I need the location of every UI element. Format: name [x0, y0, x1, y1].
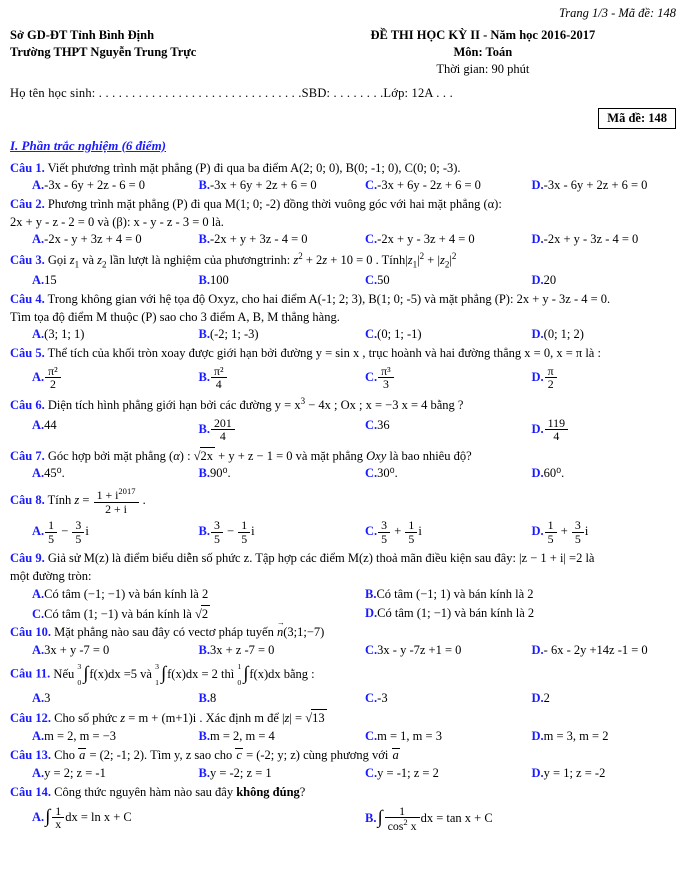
question-6-label: Câu 6. [10, 397, 45, 412]
option-a-key: A. [32, 765, 45, 780]
option-d-value: Có tâm (1; −1) và bán kính là 2 [377, 605, 535, 620]
option-d-value: (0; 1; 2) [543, 327, 584, 342]
option-d[interactable] [532, 326, 686, 343]
option-b-value: -3x + 6y + 2z + 6 = 0 [209, 178, 317, 193]
exam-title: ĐỀ THI HỌC KỲ II - Năm học 2016-2017 [370, 28, 596, 42]
option-a-key: A. [32, 369, 45, 384]
option-b[interactable] [199, 326, 366, 343]
option-a-key: A. [32, 232, 45, 247]
option-c-value: -2x + y - 3z + 4 = 0 [377, 232, 475, 247]
option-b[interactable] [199, 642, 366, 659]
option-c-key: C. [365, 524, 378, 539]
option-b-value: -2x + y + 3z - 4 = 0 [209, 232, 308, 247]
option-a[interactable] [32, 465, 199, 482]
option-b-key: B. [198, 421, 210, 436]
option-c-key: C. [365, 327, 378, 342]
option-c-value: m = 1, m = 3 [377, 729, 442, 744]
question-3-options [10, 272, 686, 289]
option-a-value: 45⁰. [44, 466, 65, 481]
question-13-options [10, 765, 686, 782]
option-a[interactable]: A.∫ $\frac{1}{x}$ dx = ln x + C [32, 803, 132, 832]
option-a-value: (3; 1; 1) [44, 327, 85, 342]
question-2-text-cont: 2x + y - z - 2 = 0 và (β): x - y - z - 3 = 0 là. [10, 214, 224, 229]
option-d-value: 20 [543, 273, 557, 288]
question-14 [10, 784, 676, 801]
option-c-key: C. [365, 178, 378, 193]
option-c-value: 30⁰. [377, 466, 398, 481]
question-12 [10, 709, 676, 727]
option-d[interactable] [532, 417, 686, 443]
option-c[interactable] [365, 417, 532, 443]
option-c-value: y = -1; z = 2 [377, 765, 439, 780]
question-6-options [10, 417, 686, 443]
question-4 [10, 291, 676, 308]
option-a-value: -3x - 6y + 2z - 6 = 0 [44, 178, 146, 193]
option-a[interactable] [32, 417, 199, 443]
option-d-key: D. [531, 729, 544, 744]
option-c-value: (0; 1; -1) [377, 327, 422, 342]
question-4-text-cont: Tìm tọa độ điểm M thuộc (P) sao cho 3 điểm A, B, M thẳng hàng. [10, 309, 340, 324]
option-a-value: -2x - y + 3z + 4 = 0 [44, 232, 142, 247]
question-8-options [10, 519, 686, 545]
option-c-value: -3x + 6y - 2z + 6 = 0 [377, 178, 481, 193]
question-3 [10, 250, 676, 271]
option-c[interactable] [365, 177, 532, 194]
option-a[interactable] [32, 365, 199, 391]
option-c[interactable] [365, 728, 532, 745]
option-c-value: 50 [377, 273, 390, 288]
question-12-text: Cho số phức z = m + (m+1)i . Xác định m để |z| = √13 [54, 711, 325, 726]
question-1-label: Câu 1. [10, 160, 45, 175]
option-d-value: -3x - 6y + 2z + 6 = 0 [543, 178, 648, 193]
option-b[interactable] [199, 231, 366, 248]
question-12-options [10, 728, 686, 745]
option-a[interactable] [32, 326, 199, 343]
question-4-label: Câu 4. [10, 291, 45, 306]
option-c-key: C. [365, 765, 378, 780]
option-d[interactable] [532, 231, 686, 248]
option-d-fraction: $\frac{\pi}{2}$ [545, 365, 557, 391]
option-a-value: 3x + y -7 = 0 [44, 643, 110, 658]
question-2-text: Phương trình mặt phẳng (P) đi qua M(1; 0; -2) đồng thời vuông góc với hai mặt phẳng (α): [47, 197, 502, 212]
option-b[interactable] [199, 365, 366, 391]
option-b-key: B. [198, 466, 210, 481]
exam-subject: Môn: Toán [453, 44, 513, 59]
option-d-key: D. [531, 643, 544, 658]
option-c-key: C. [365, 369, 378, 384]
option-a-key: A. [32, 417, 45, 432]
exam-code-wrap [10, 108, 676, 129]
question-5-options [10, 365, 686, 391]
option-a-key: A. [32, 178, 45, 193]
option-d-key: D. [531, 178, 544, 193]
question-9 [10, 550, 676, 567]
option-d-value: -2x + y - 3z - 4 = 0 [543, 232, 639, 247]
question-3-text: Gọi $z_1$ và $z_2$ lần lượt là nghiệm của phươngtrinh: $z^2 + 2z + 10 = 0$ . $Tính|z_1|^2 + |z_2|^2$ [47, 251, 457, 270]
option-a-key: A. [32, 586, 45, 601]
question-5-label: Câu 5. [10, 346, 45, 361]
option-d-key: D. [531, 765, 544, 780]
option-d-value: - 6x - 2y +14z -1 = 0 [543, 643, 648, 658]
question-1-text: Viết phương trình mặt phẳng (P) đi qua ba điểm A(2; 0; 0), B(0; -1; 0), C(0; 0; -3). [47, 160, 461, 175]
option-a-key: A. [32, 729, 45, 744]
option-c-key: C. [365, 232, 378, 247]
department-line: Sở GD-ĐT Tỉnh Bình Định [10, 28, 155, 42]
option-a-value: 15 [44, 273, 57, 288]
question-4-options [10, 326, 686, 343]
question-8-text: Tính z = $\frac{1 + i^{2017}}{2 + i}$ . [47, 486, 146, 516]
question-2-label: Câu 2. [10, 197, 45, 212]
question-6-text: Diện tích hình phẳng giới hạn bởi các đường $y = x^3 - 4x$ ; Ox ; x = −3 x = 4 bằng ? [47, 395, 464, 412]
option-d[interactable] [532, 642, 686, 659]
option-a-value: y = 2; z = -1 [44, 765, 106, 780]
question-13 [10, 747, 676, 764]
option-a-fraction: $\frac{\text{π²}}{2}$ [45, 365, 61, 391]
option-a-value: 3 [44, 691, 51, 706]
option-a-value: Có tâm (−1; −1) và bán kính là 2 [44, 586, 209, 601]
option-b-value: 90⁰. [209, 466, 231, 481]
option-d-value: 2 [543, 691, 550, 706]
question-14-options [10, 805, 686, 833]
option-d-key: D. [531, 524, 544, 539]
question-8-label: Câu 8. [10, 493, 45, 508]
option-b-key: B. [198, 178, 210, 193]
option-c-key: C. [365, 466, 378, 481]
option-d[interactable] [365, 605, 686, 623]
option-d[interactable] [532, 177, 686, 194]
option-b-key: B. [198, 729, 210, 744]
exam-code-box: Mã đề: 148 [598, 108, 676, 129]
option-c-value: -3 [377, 691, 388, 706]
option-d-key: D. [365, 605, 378, 620]
option-d[interactable] [532, 272, 686, 289]
option-b-value: 100 [209, 273, 229, 288]
option-d-value: 60⁰. [543, 466, 565, 481]
option-b-value: (-2; 1; -3) [209, 327, 259, 342]
option-a[interactable] [32, 765, 199, 782]
option-b[interactable]: B. $\frac{3}{5}$ − $\frac{1}{5}$ i [198, 518, 255, 546]
question-6 [10, 395, 676, 414]
question-9-text-cont: một đường tròn: [10, 569, 92, 584]
question-2 [10, 196, 676, 213]
option-a-key: A. [32, 643, 45, 658]
option-a-value: m = 2, m = −3 [44, 729, 117, 744]
option-d-value: m = 3, m = 2 [543, 729, 609, 744]
question-9-options-row2 [10, 605, 686, 623]
question-11 [10, 663, 676, 686]
option-a-value: 44 [44, 417, 57, 432]
option-b-value: 8 [209, 691, 217, 706]
option-b-key: B. [198, 643, 210, 658]
option-b[interactable] [199, 765, 366, 782]
student-info-line: Họ tên học sinh: . . . . . . . . . . . . . . . . . . . . . . . . . . . . . . .SBD: . . . . . . . .Lớp: 12A . . . [10, 85, 453, 100]
option-b[interactable] [199, 272, 366, 289]
option-b-key: B. [198, 369, 210, 384]
question-7-text: Góc hợp bởi mặt phẳng (α) : √2x + y + z − 1 = 0 và mặt phẳng Oxy là bao nhiêu độ? [47, 448, 472, 463]
option-b-key: B. [198, 691, 210, 706]
option-b-value: 3x + z -7 = 0 [209, 643, 275, 658]
option-a[interactable] [32, 177, 199, 194]
option-c[interactable] [365, 642, 532, 659]
option-b-key: B. [198, 327, 210, 342]
option-c[interactable] [365, 231, 532, 248]
option-b[interactable] [199, 177, 366, 194]
option-d[interactable] [532, 465, 686, 482]
option-b-value: y = -2; z = 1 [209, 765, 272, 780]
question-1 [10, 160, 676, 177]
question-7-options [10, 465, 686, 482]
option-c-key: C. [365, 273, 378, 288]
option-c-key: C. [32, 606, 45, 621]
option-d-key: D. [531, 466, 544, 481]
option-a-key: A. [32, 809, 45, 824]
option-d-key: D. [531, 273, 544, 288]
question-11-label: Câu 11. [10, 666, 51, 681]
option-c[interactable] [365, 272, 532, 289]
option-d-fraction: $\frac{119}{4}$ [545, 417, 568, 443]
option-c[interactable] [365, 690, 532, 707]
option-a-key: A. [32, 273, 45, 288]
option-b-key: B. [198, 524, 210, 539]
option-c-value: 3x - y -7z +1 = 0 [377, 643, 462, 658]
option-a[interactable] [32, 690, 199, 707]
option-d-key: D. [531, 327, 544, 342]
question-14-text: Công thức nguyên hàm nào sau đây không đúng? [54, 784, 306, 799]
option-a[interactable] [32, 272, 199, 289]
option-b-key: B. [198, 232, 210, 247]
option-c[interactable]: C. $\frac{3}{5}$ + $\frac{1}{5}$ i [365, 518, 422, 546]
question-5-text: Thể tích của khối tròn xoay được giới hạn bởi đường y = sin x , trục hoành và hai đường thẳng x = 0, x = π là : [47, 346, 601, 361]
question-2-options [10, 231, 686, 248]
question-10 [10, 624, 676, 641]
option-b-key: B. [198, 765, 210, 780]
option-a[interactable] [32, 231, 199, 248]
option-c-key: C. [365, 691, 378, 706]
option-c[interactable] [365, 326, 532, 343]
question-3-label: Câu 3. [10, 253, 45, 268]
option-d[interactable] [532, 690, 686, 707]
option-c-fraction: $\frac{\text{π³}}{3}$ [378, 365, 394, 391]
option-b-fraction: $\frac{\text{π²}}{4}$ [211, 365, 227, 391]
page-header: Trang 1/3 - Mã đề: 148 [558, 6, 676, 20]
school-line: Trường THPT Nguyễn Trung Trực [10, 44, 197, 59]
question-14-label: Câu 14. [10, 784, 51, 799]
option-b[interactable] [199, 465, 366, 482]
option-a-key: A. [32, 327, 45, 342]
question-11-text: Nếu 3 0 ∫f(x)dx =5 và 3 1 ∫f(x)dx = 2 thì 1 0 ∫f(x)dx bằng : [53, 662, 315, 687]
option-d-value: y = 1; z = -2 [543, 765, 606, 780]
option-c[interactable]: C.Có tâm (1; −1) và bán kính là √2 [32, 606, 209, 621]
option-d[interactable] [532, 728, 686, 745]
option-b-value: Có tâm (−1; 1) và bán kính là 2 [376, 586, 534, 601]
question-7-label: Câu 7. [10, 448, 45, 463]
option-b[interactable] [365, 586, 686, 603]
option-b-value: m = 2, m = 4 [209, 729, 275, 744]
option-d-key: D. [531, 421, 544, 436]
option-c-key: C. [365, 729, 378, 744]
option-b[interactable]: B.∫ $\frac{1}{\cos^2 x}$ dx = tan x + C [365, 803, 493, 834]
question-11-options [10, 690, 686, 707]
document-header [10, 27, 676, 78]
option-a[interactable] [32, 586, 365, 603]
option-b-key: B. [365, 586, 377, 601]
option-c-key: C. [365, 417, 378, 432]
option-b-key: B. [365, 810, 377, 825]
option-a-key: A. [32, 691, 45, 706]
option-a-key: A. [32, 466, 45, 481]
option-b[interactable] [199, 690, 366, 707]
option-a[interactable]: A. $\frac{1}{5}$ − $\frac{3}{5}$ i [32, 518, 89, 546]
option-d-key: D. [531, 369, 544, 384]
option-d-key: D. [531, 232, 544, 247]
exam-duration: Thời gian: 90 phút [436, 61, 530, 76]
option-b-key: B. [198, 273, 210, 288]
option-c[interactable] [365, 465, 532, 482]
question-8 [10, 487, 676, 515]
question-12-label: Câu 12. [10, 711, 51, 726]
option-c-key: C. [365, 643, 378, 658]
question-1-options [10, 177, 686, 194]
option-b[interactable] [199, 728, 366, 745]
question-4-text: Trong không gian với hệ tọa độ Oxyz, cho hai điểm A(-1; 2; 3), B(1; 0; -5) và mặt phẳng (P): 2x + y - 3z - 4 = 0. [47, 291, 611, 306]
option-c[interactable] [365, 365, 532, 391]
question-10-label: Câu 10. [10, 625, 51, 640]
option-d[interactable]: D. $\frac{1}{5}$ + $\frac{3}{5}$ i [531, 518, 589, 546]
question-9-text: Giả sử M(z) là điểm biểu diễn số phức z. Tập hợp các điểm M(z) thoả mãn điều kiện sau đây: |z − 1 + i| =2 là [47, 551, 595, 566]
option-b[interactable] [199, 417, 366, 443]
option-c-value: 36 [377, 417, 390, 432]
option-d-key: D. [531, 691, 544, 706]
exam-title-block [290, 27, 676, 78]
question-9-options-row1 [10, 586, 686, 603]
option-a-key: A. [32, 524, 45, 539]
question-10-options [10, 642, 686, 659]
question-7 [10, 447, 676, 465]
school-block [10, 27, 290, 78]
option-d[interactable] [532, 765, 686, 782]
option-c[interactable] [365, 765, 532, 782]
question-9-label: Câu 9. [10, 551, 45, 566]
question-5 [10, 345, 676, 362]
question-13-label: Câu 13. [10, 748, 51, 763]
question-10-text: Mặt phẳng nào sau đây có vectơ pháp tuyến n →(3;1;−7) [54, 625, 324, 639]
option-a[interactable] [32, 642, 199, 659]
section-title: I. Phần trắc nghiệm (6 điểm) [10, 137, 167, 153]
option-b-fraction: $\frac{201}{4}$ [211, 417, 235, 443]
question-13-text: Cho a = (2; -1; 2). Tìm y, z sao cho c = (-2; y; z) cùng phương với a [54, 748, 399, 763]
option-a[interactable] [32, 728, 199, 745]
option-d[interactable] [532, 365, 686, 391]
